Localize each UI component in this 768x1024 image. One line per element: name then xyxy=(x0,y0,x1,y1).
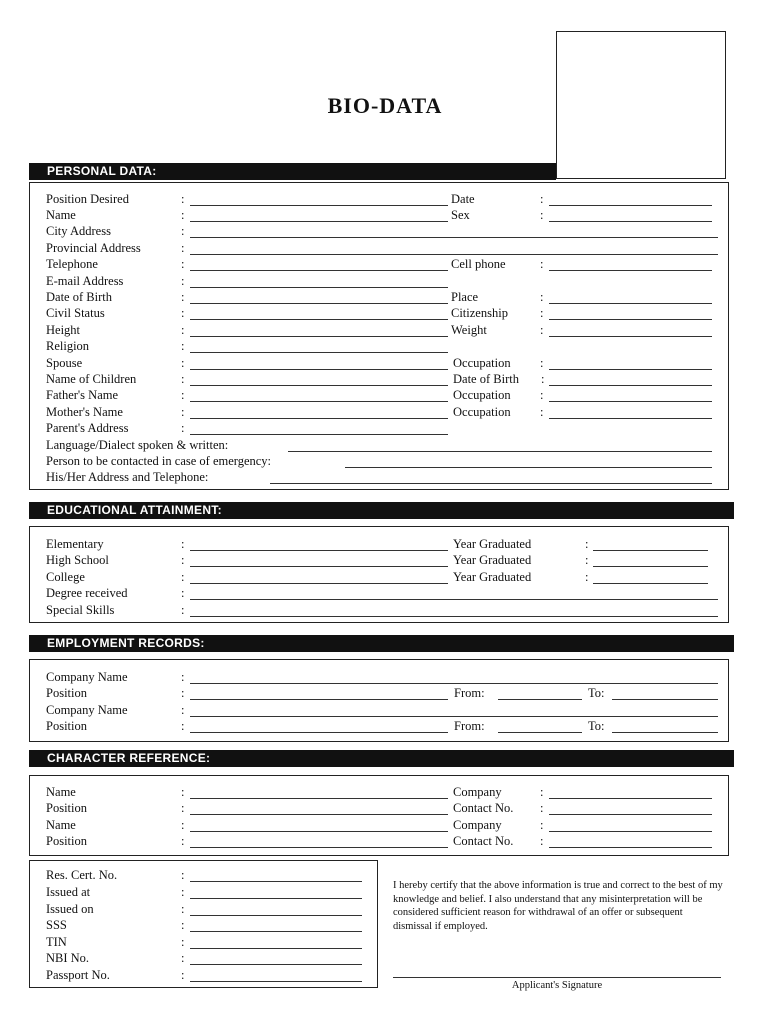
colon: : xyxy=(181,834,185,848)
reference-box xyxy=(29,775,729,856)
field-dob[interactable] xyxy=(190,303,448,304)
colon: : xyxy=(540,801,544,815)
colon: : xyxy=(181,553,185,567)
colon: : xyxy=(540,192,544,206)
row-ref-position-1 xyxy=(30,801,730,817)
label-high-school: High School xyxy=(46,553,109,567)
label-ref-company: Company xyxy=(453,818,502,832)
label-company-name: Company Name xyxy=(46,703,128,717)
row-ref-name-2 xyxy=(30,818,730,834)
field-to-1[interactable] xyxy=(612,699,718,700)
field-name[interactable] xyxy=(190,221,448,222)
field-to-2[interactable] xyxy=(612,732,718,733)
row-spouse xyxy=(30,356,730,372)
field-elementary[interactable] xyxy=(190,550,448,551)
row-res-cert xyxy=(30,868,379,884)
row-city-address xyxy=(30,224,730,240)
section-header-employment: EMPLOYMENT RECORDS: xyxy=(29,635,734,652)
label-date: Date xyxy=(451,192,475,206)
label-degree: Degree received xyxy=(46,586,128,600)
colon: : xyxy=(585,570,589,584)
label-ref-contact: Contact No. xyxy=(453,801,514,815)
label-res-cert: Res. Cert. No. xyxy=(46,868,118,882)
label-ref-name: Name xyxy=(46,818,76,832)
label-mother-occupation: Occupation xyxy=(453,405,511,419)
colon: : xyxy=(181,719,185,733)
label-name: Name xyxy=(46,208,76,222)
row-company-1 xyxy=(30,670,730,686)
colon: : xyxy=(181,306,185,320)
colon: : xyxy=(181,405,185,419)
field-issued-at[interactable] xyxy=(190,898,362,899)
colon: : xyxy=(585,553,589,567)
colon: : xyxy=(181,968,185,982)
colon: : xyxy=(181,339,185,353)
field-ref-contact-1[interactable] xyxy=(549,814,712,815)
colon: : xyxy=(540,290,544,304)
colon: : xyxy=(540,306,544,320)
section-header-reference: CHARACTER REFERENCE: xyxy=(29,750,734,767)
label-parents-address: Parent's Address xyxy=(46,421,129,435)
field-mother-occupation[interactable] xyxy=(549,418,712,419)
field-religion[interactable] xyxy=(190,352,448,353)
row-telephone xyxy=(30,257,730,273)
field-emergency-address[interactable] xyxy=(270,483,712,484)
label-cell-phone: Cell phone xyxy=(451,257,506,271)
label-company-name: Company Name xyxy=(46,670,128,684)
colon: : xyxy=(181,274,185,288)
field-ref-position-1[interactable] xyxy=(190,814,448,815)
label-issued-on: Issued on xyxy=(46,902,94,916)
colon: : xyxy=(181,323,185,337)
field-cell-phone[interactable] xyxy=(549,270,712,271)
colon: : xyxy=(181,356,185,370)
row-tin xyxy=(30,935,379,951)
row-ref-position-2 xyxy=(30,834,730,850)
row-issued-at xyxy=(30,885,379,901)
field-passport[interactable] xyxy=(190,981,362,982)
label-spouse-occupation: Occupation xyxy=(453,356,511,370)
field-company-2[interactable] xyxy=(190,716,718,717)
row-email xyxy=(30,274,730,290)
field-place[interactable] xyxy=(549,303,712,304)
row-religion xyxy=(30,339,730,355)
colon: : xyxy=(540,257,544,271)
field-ref-name-1[interactable] xyxy=(190,798,448,799)
label-spouse: Spouse xyxy=(46,356,83,370)
label-ref-name: Name xyxy=(46,785,76,799)
row-dob xyxy=(30,290,730,306)
row-nbi xyxy=(30,951,379,967)
section-header-education: EDUCATIONAL ATTAINMENT: xyxy=(29,502,734,519)
label-to: To: xyxy=(588,719,605,733)
colon: : xyxy=(181,918,185,932)
label-nbi: NBI No. xyxy=(46,951,90,965)
label-religion: Religion xyxy=(46,339,90,353)
label-issued-at: Issued at xyxy=(46,885,91,899)
label-passport: Passport No. xyxy=(46,968,110,982)
row-elementary xyxy=(30,537,730,553)
colon: : xyxy=(181,208,185,222)
label-tin: TIN xyxy=(46,935,67,949)
colon: : xyxy=(540,323,544,337)
field-college[interactable] xyxy=(190,583,448,584)
label-sex: Sex xyxy=(451,208,470,222)
personal-data-box xyxy=(29,182,729,490)
label-citizenship: Citizenship xyxy=(451,306,508,320)
colon: : xyxy=(181,686,185,700)
row-high-school xyxy=(30,553,730,569)
certification-statement: I hereby certify that the above information is true and correct to the best of my knowledge and belief. I also understand that any misinterpretation will be considered sufficient reason for withdrawal of an offer or subsequent dismissal if employed. xyxy=(393,880,723,932)
label-father-occupation: Occupation xyxy=(453,388,511,402)
colon: : xyxy=(181,785,185,799)
colon: : xyxy=(540,208,544,222)
row-parents-address xyxy=(30,421,730,437)
field-position-2[interactable] xyxy=(190,732,448,733)
field-weight[interactable] xyxy=(549,336,712,337)
colon: : xyxy=(181,257,185,271)
label-language: Language/Dialect spoken & written: xyxy=(46,438,229,452)
field-degree[interactable] xyxy=(190,599,718,600)
field-citizenship[interactable] xyxy=(549,319,712,320)
row-name xyxy=(30,208,730,224)
label-ref-contact: Contact No. xyxy=(453,834,514,848)
colon: : xyxy=(181,902,185,916)
education-box xyxy=(29,526,729,623)
colon: : xyxy=(540,356,544,370)
colon: : xyxy=(181,670,185,684)
label-skills: Special Skills xyxy=(46,603,115,617)
signature-line[interactable] xyxy=(393,977,721,978)
field-ref-contact-2[interactable] xyxy=(549,847,712,848)
employment-box xyxy=(29,659,729,742)
label-to: To: xyxy=(588,686,605,700)
field-nbi[interactable] xyxy=(190,964,362,965)
field-high-school-year[interactable] xyxy=(593,566,708,567)
label-college: College xyxy=(46,570,85,584)
row-college xyxy=(30,570,730,586)
label-position: Position xyxy=(46,686,87,700)
colon: : xyxy=(181,801,185,815)
label-height: Height xyxy=(46,323,81,337)
field-father-occupation[interactable] xyxy=(549,401,712,402)
label-ref-company: Company xyxy=(453,785,502,799)
field-mother[interactable] xyxy=(190,418,448,419)
field-elementary-year[interactable] xyxy=(593,550,708,551)
field-spouse-occupation[interactable] xyxy=(549,369,712,370)
field-language[interactable] xyxy=(288,451,712,452)
colon: : xyxy=(181,224,185,238)
label-telephone: Telephone xyxy=(46,257,98,271)
label-year-graduated: Year Graduated xyxy=(453,537,532,551)
row-emergency xyxy=(30,454,730,470)
label-children: Name of Children xyxy=(46,372,137,386)
field-position-1[interactable] xyxy=(190,699,448,700)
label-city-address: City Address xyxy=(46,224,111,238)
field-ref-company-1[interactable] xyxy=(549,798,712,799)
row-position-desired xyxy=(30,192,730,208)
section-header-personal: PERSONAL DATA: xyxy=(29,163,556,180)
field-from-2[interactable] xyxy=(498,732,582,733)
field-emergency[interactable] xyxy=(345,467,712,468)
label-father: Father's Name xyxy=(46,388,119,402)
row-emergency-address xyxy=(30,470,730,486)
field-high-school[interactable] xyxy=(190,566,448,567)
label-child-dob: Date of Birth xyxy=(453,372,519,386)
colon: : xyxy=(181,818,185,832)
label-dob: Date of Birth xyxy=(46,290,112,304)
colon: : xyxy=(541,372,545,386)
field-tin[interactable] xyxy=(190,948,362,949)
row-position-1 xyxy=(30,686,730,702)
field-ref-name-2[interactable] xyxy=(190,831,448,832)
field-father[interactable] xyxy=(190,401,448,402)
colon: : xyxy=(540,405,544,419)
field-ref-position-2[interactable] xyxy=(190,847,448,848)
colon: : xyxy=(540,388,544,402)
label-year-graduated: Year Graduated xyxy=(453,570,532,584)
colon: : xyxy=(181,570,185,584)
field-company-1[interactable] xyxy=(190,683,718,684)
row-company-2 xyxy=(30,703,730,719)
field-email[interactable] xyxy=(190,287,448,288)
row-language xyxy=(30,438,730,454)
row-issued-on xyxy=(30,902,379,918)
row-degree xyxy=(30,586,730,602)
colon: : xyxy=(540,818,544,832)
label-email: E-mail Address xyxy=(46,274,124,288)
field-parents-address[interactable] xyxy=(190,434,448,435)
colon: : xyxy=(181,372,185,386)
colon: : xyxy=(181,537,185,551)
field-from-1[interactable] xyxy=(498,699,582,700)
label-mother: Mother's Name xyxy=(46,405,123,419)
signature-label: Applicant's Signature xyxy=(511,980,603,991)
colon: : xyxy=(181,192,185,206)
row-father xyxy=(30,388,730,404)
row-children xyxy=(30,372,730,388)
field-provincial-address[interactable] xyxy=(190,254,718,255)
colon: : xyxy=(181,935,185,949)
label-provincial-address: Provincial Address xyxy=(46,241,141,255)
photo-box[interactable] xyxy=(556,31,726,179)
field-sss[interactable] xyxy=(190,931,362,932)
field-sex[interactable] xyxy=(549,221,712,222)
label-weight: Weight xyxy=(451,323,487,337)
row-civil-status xyxy=(30,306,730,322)
label-from: From: xyxy=(454,686,485,700)
field-college-year[interactable] xyxy=(593,583,708,584)
field-telephone[interactable] xyxy=(190,270,448,271)
field-city-address[interactable] xyxy=(190,237,718,238)
label-position-desired: Position Desired xyxy=(46,192,129,206)
field-height[interactable] xyxy=(190,336,448,337)
field-skills[interactable] xyxy=(190,616,718,617)
colon: : xyxy=(181,241,185,255)
colon: : xyxy=(181,703,185,717)
label-elementary: Elementary xyxy=(46,537,104,551)
row-skills xyxy=(30,603,730,619)
field-children[interactable] xyxy=(190,385,448,386)
colon: : xyxy=(540,834,544,848)
colon: : xyxy=(181,421,185,435)
label-ref-position: Position xyxy=(46,801,87,815)
id-numbers-box xyxy=(29,860,378,988)
colon: : xyxy=(181,603,185,617)
field-date[interactable] xyxy=(549,205,712,206)
label-place: Place xyxy=(451,290,479,304)
field-spouse[interactable] xyxy=(190,369,448,370)
label-from: From: xyxy=(454,719,485,733)
field-position-desired[interactable] xyxy=(190,205,448,206)
field-issued-on[interactable] xyxy=(190,915,362,916)
colon: : xyxy=(181,586,185,600)
row-mother xyxy=(30,405,730,421)
row-provincial-address xyxy=(30,241,730,257)
row-ref-name-1 xyxy=(30,785,730,801)
label-sss: SSS xyxy=(46,918,67,932)
label-year-graduated: Year Graduated xyxy=(453,553,532,567)
label-emergency: Person to be contacted in case of emergency: xyxy=(46,454,272,468)
label-position: Position xyxy=(46,719,87,733)
field-res-cert[interactable] xyxy=(190,881,362,882)
label-emergency-address: His/Her Address and Telephone: xyxy=(46,470,209,484)
label-civil-status: Civil Status xyxy=(46,306,105,320)
page-title: BIO-DATA xyxy=(327,93,443,118)
row-sss xyxy=(30,918,379,934)
colon: : xyxy=(540,785,544,799)
label-ref-position: Position xyxy=(46,834,87,848)
row-height xyxy=(30,323,730,339)
colon: : xyxy=(181,885,185,899)
field-civil-status[interactable] xyxy=(190,319,448,320)
row-position-2 xyxy=(30,719,730,735)
colon: : xyxy=(181,290,185,304)
colon: : xyxy=(181,388,185,402)
colon: : xyxy=(181,951,185,965)
colon: : xyxy=(585,537,589,551)
field-ref-company-2[interactable] xyxy=(549,831,712,832)
colon: : xyxy=(181,868,185,882)
field-child-dob[interactable] xyxy=(549,385,712,386)
row-passport xyxy=(30,968,379,984)
